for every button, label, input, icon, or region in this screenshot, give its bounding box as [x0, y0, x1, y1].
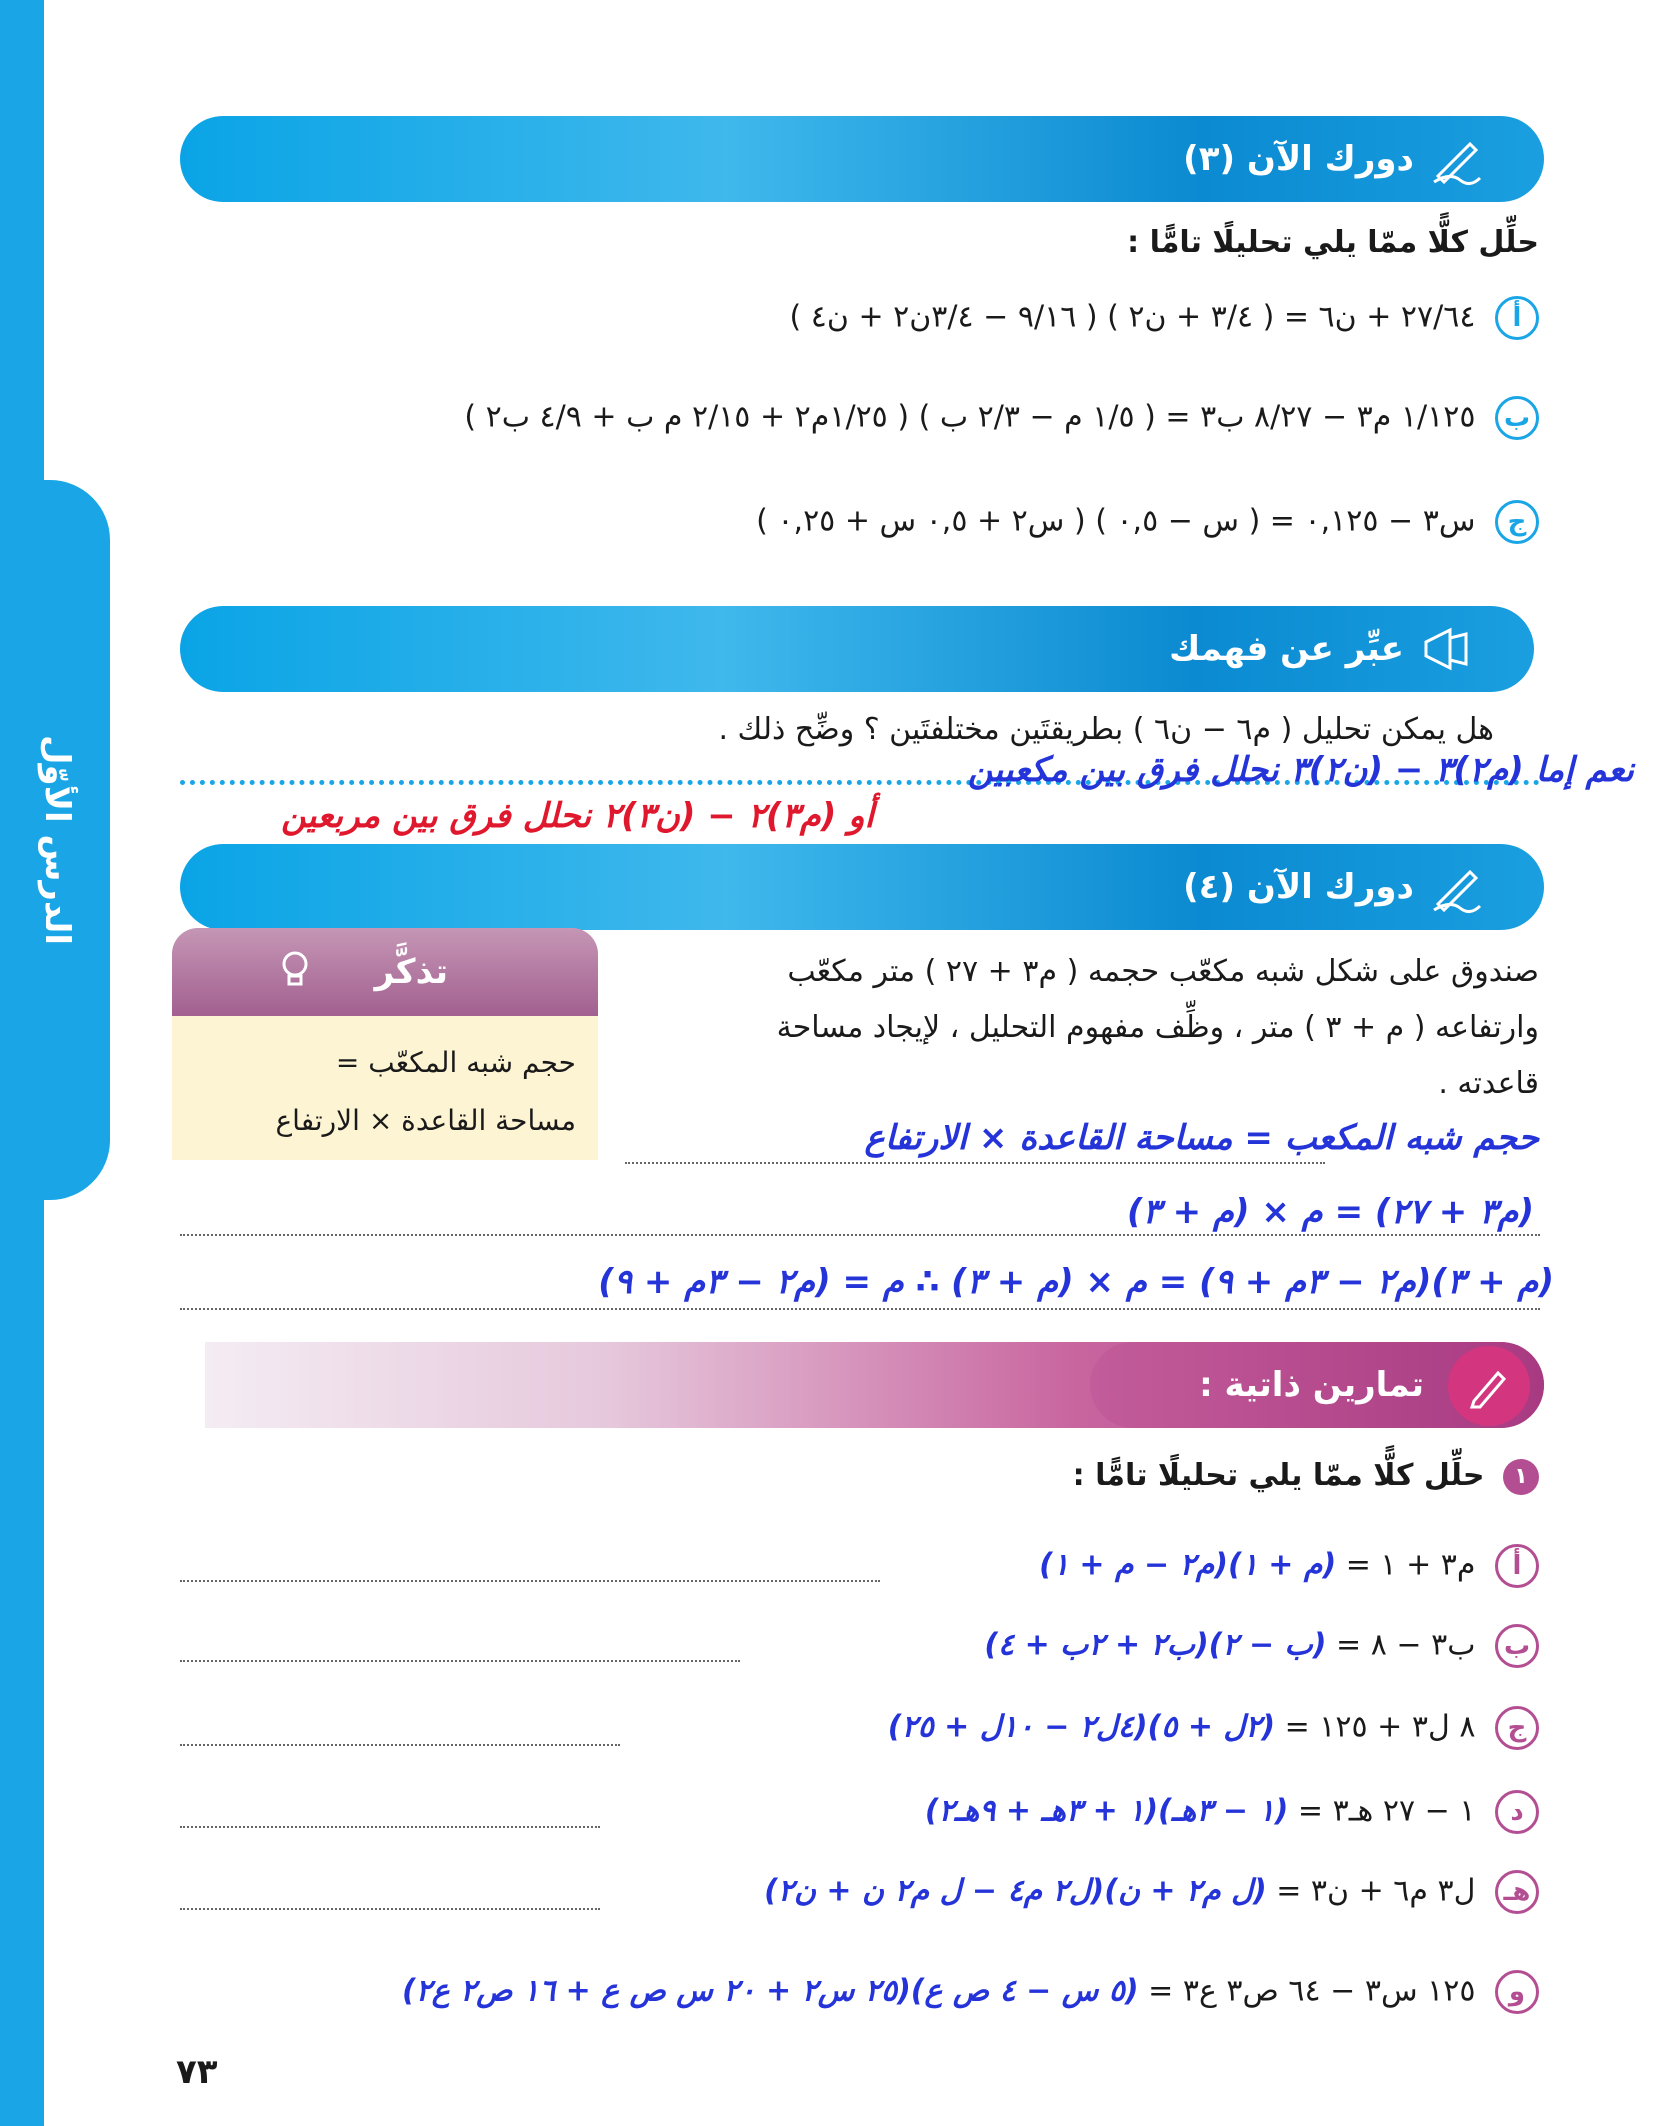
exercise-1-prompt-text: حلِّل كلًّا ممّا يلي تحليلًا تامًّا : — [1072, 1458, 1485, 1493]
section1-prompt: حلِّل كلًّا ممّا يلي تحليلًا تامًّا : — [1127, 225, 1539, 260]
section1-item-a-text: ٢٧/٦٤ + ن٦ = ( ٣/٤ + ن٢ ) ( ٩/١٦ − ٣/٤ن٢ + ن٤ ) — [789, 299, 1476, 335]
handwritten-volume-2: (م٣ + ٢٧) = م × (م + ٣) — [1126, 1192, 1534, 1232]
handwritten-answer-b: أو (م٣)٢ − (ن٣)٢ نحلل فرق بين مربعين — [281, 796, 874, 836]
handwritten-volume-3: (م + ٣)(م٢ − ٣م + ٩) = م × (م + ٣) ∴ م = (م٢ − ٣م + ٩) — [598, 1262, 1554, 1302]
ex-label-f: و — [1495, 1970, 1539, 2014]
remember-header — [172, 928, 598, 1016]
section1-item-a — [790, 296, 1539, 340]
problem-line-3: قاعدته . — [1438, 1066, 1539, 1101]
exercise-item-a — [1039, 1544, 1539, 1588]
megaphone-icon — [1420, 622, 1474, 676]
label-b-badge: ب — [1495, 396, 1539, 440]
section1-item-b-text: ١/١٢٥ م٣ − ٨/٢٧ ب٣ = ( ١/٥ م − ٢/٣ ب ) ( ١/٢٥م٢ + ٢/١٥ م ب + ٤/٩ ب٢ ) — [464, 399, 1476, 435]
writing-hand-icon — [1430, 132, 1484, 186]
label-a-badge: أ — [1495, 296, 1539, 340]
your-turn-4-title: دورك الآن (٤) — [1183, 867, 1414, 907]
remember-box — [172, 928, 598, 1160]
ex-label-e: هـ — [1495, 1870, 1539, 1914]
exercise-number-badge: ١ — [1503, 1459, 1539, 1495]
section2-question: هل يمكن تحليل ( م٦ − ن٦ ) بطريقتَين مختلفتَين ؟ وضِّح ذلك . — [718, 712, 1494, 747]
remember-line-1: حجم شبه المكعّب = — [335, 1046, 576, 1079]
answer-line-1 — [625, 1162, 1325, 1164]
writing-hand-icon-2 — [1430, 860, 1484, 914]
pencil-icon — [1448, 1346, 1530, 1426]
problem-line-1: صندوق على شكل شبه مكعّب حجمه ( م٣ + ٢٧ ) متر مكعّب — [787, 954, 1539, 989]
ex-line-c — [180, 1744, 620, 1746]
remember-line-2: مساحة القاعدة × الارتفاع — [275, 1104, 576, 1137]
remember-title: تذكَّر — [374, 952, 448, 992]
section1-item-c — [756, 500, 1539, 544]
ex-line-e — [180, 1908, 600, 1910]
section1-item-c-text: س٣ − ٠,١٢٥ = ( س − ٠,٥ ) ( س٢ + ٠,٥ س + ٠,٢٥ ) — [756, 503, 1476, 539]
ex-line-b — [180, 1660, 740, 1662]
ex-label-c: ج — [1495, 1706, 1539, 1750]
handwritten-answer-a: نعم إما (م٢)٣ − (ن٢)٣ نحلل فرق بين مكعبين — [967, 750, 1634, 790]
lightbulb-icon — [272, 946, 318, 992]
ex-label-a: أ — [1495, 1544, 1539, 1588]
exercise-item-e — [764, 1870, 1539, 1914]
your-turn-3-title: دورك الآن (٣) — [1183, 139, 1414, 179]
problem-line-2: وارتفاعه ( م + ٣ ) متر ، وظِّف مفهوم التحليل ، لإيجاد مساحة — [776, 1010, 1539, 1045]
remember-body — [172, 1016, 598, 1160]
express-understanding-title: عبِّر عن فهمك — [1169, 629, 1404, 669]
express-understanding-banner — [180, 606, 1534, 692]
label-c-badge: ج — [1495, 500, 1539, 544]
ex-label-d: د — [1495, 1790, 1539, 1834]
ex-expr-c: ٨ ل٣ + ١٢٥ = — [1284, 1709, 1476, 1745]
ex-expr-b: ب٣ − ٨ = — [1336, 1627, 1476, 1663]
ex-label-b: ب — [1495, 1624, 1539, 1668]
answer-line-2 — [180, 1234, 1540, 1236]
ex-answer-e: (ل م٢ + ن)(ل٢ م٤ − ل م٢ ن + ن٢) — [764, 1873, 1267, 1909]
exercise-item-d — [925, 1790, 1539, 1834]
ex-expr-d: ١ − ٢٧ هـ٣ = — [1297, 1793, 1476, 1829]
ex-answer-c: (٢ل + ٥)(٤ل٢ − ١٠ل + ٢٥) — [887, 1709, 1276, 1745]
ex-answer-b: (ب − ٢)(ب٢ + ٢ب + ٤) — [984, 1627, 1327, 1663]
exercise-item-c — [888, 1706, 1539, 1750]
lesson-side-label: الدرس الأوّل — [37, 735, 77, 945]
ex-line-d — [180, 1826, 600, 1828]
ex-expr-a: م٣ + ١ = — [1345, 1547, 1476, 1583]
ex-answer-d: (١ − ٣هـ)(١ + ٣هـ + ٩هـ٢) — [924, 1793, 1289, 1829]
handwritten-volume-1: حجم شبه المكعب = مساحة القاعدة × الارتفاع — [864, 1118, 1539, 1158]
ex-expr-f: ١٢٥ س٣ − ٦٤ ص٣ ع٣ = — [1148, 1973, 1476, 2009]
ex-answer-a: (م + ١)(م٢ − م + ١) — [1039, 1547, 1337, 1583]
ex-answer-f: (٥ س − ٤ ص ع)(٢٥ س٢ + ٢٠ س ص ع + ١٦ ص٢ ع٢) — [401, 1973, 1139, 2009]
ex-line-a — [180, 1580, 880, 1582]
your-turn-3-banner — [180, 116, 1544, 202]
ex-expr-e: ل٣ م٦ + ن٣ = — [1276, 1873, 1476, 1909]
page-number: ٧٣ — [176, 2052, 218, 2092]
your-turn-4-banner — [180, 844, 1544, 930]
answer-line-3 — [180, 1308, 1540, 1310]
exercise-item-b — [984, 1624, 1539, 1668]
exercises-title-text: تمارين ذاتية : — [1199, 1365, 1424, 1405]
exercise-1-prompt — [1073, 1458, 1539, 1495]
section1-item-b — [464, 396, 1539, 440]
exercise-item-f — [402, 1970, 1539, 2014]
